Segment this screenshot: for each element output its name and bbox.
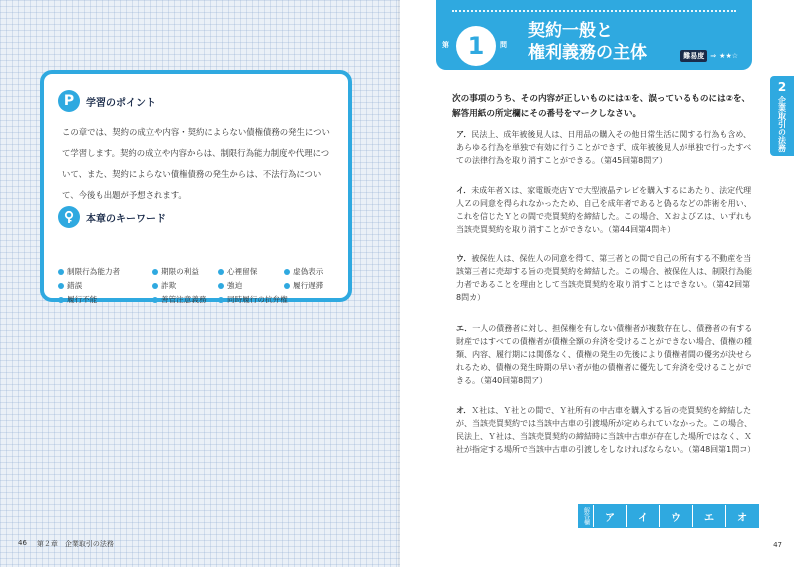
point-p-icon: P <box>58 90 80 112</box>
point-text: この章では、契約の成立や内容・契約によらない債権債務の発生について学習します。契約の成立や内容からは、制限行為能力制度や代理について、また、契約によらない債権債務の発生からは、不法行為について、今後も出題が予想されます。 <box>62 127 330 200</box>
answer-cell[interactable]: ウ <box>659 505 692 527</box>
option-label: エ． <box>456 324 473 333</box>
option-label: イ． <box>456 186 472 195</box>
bullet-icon <box>218 283 224 289</box>
question-text: 次の事項のうち、その内容が正しいものには①を、誤っているものには②を、解答用紙の所定欄にその番号をマークしなさい。 <box>452 94 751 119</box>
keyword-label: 同時履行の抗弁権 <box>227 295 288 304</box>
left-folio <box>18 539 114 549</box>
option-e <box>456 322 754 387</box>
answer-cell[interactable]: ア <box>593 505 626 527</box>
learning-point-box <box>40 70 352 302</box>
question-suffix: 問 <box>500 41 507 49</box>
keyword-label: 詐欺 <box>161 281 177 290</box>
keyword-label: 虚偽表示 <box>293 267 324 276</box>
keyword-label: 履行遅滞 <box>293 281 324 290</box>
answer-cell[interactable]: オ <box>725 505 758 527</box>
keyword-label: 心裡留保 <box>227 267 258 276</box>
keyword-label: 善管注意義務 <box>161 295 207 304</box>
option-u <box>456 252 754 304</box>
bullet-icon <box>152 297 158 303</box>
answer-label: 解答欄 <box>579 505 593 527</box>
keyword-item <box>152 294 218 305</box>
keyword-item <box>218 280 284 291</box>
option-text: Ｘ社は、Ｙ社との間で、Ｙ社所有の中古車を購入する旨の売買契約を締結したが、当該売買契約では当該中古車の引渡場所が定められていなかった。この場合、民法上、Ｙ社は、当該売買契約の締結時に当該中古車が存在した場所ではなく、Ｘ社が指定する場所で当該中古車の引渡しをしなければならない。（第48回第1問コ） <box>456 406 756 454</box>
keyword-label: 制限行為能力者 <box>67 267 121 276</box>
answer-grid <box>578 504 759 528</box>
bullet-icon <box>152 283 158 289</box>
right-page <box>400 0 800 567</box>
dotted-divider <box>452 10 736 12</box>
keyword-label: 履行不能 <box>67 295 98 304</box>
keyword-item <box>218 294 288 305</box>
keyword-label: 錯誤 <box>67 281 83 290</box>
option-text: 未成年者Ｘは、家電販売店Ｙで大型液晶テレビを購入するにあたり、法定代理人Ｚの同意を得られなかったため、自己を成年者であると偽るなどの詐術を用い、これを信じたＹとの間で売買契約を締結した。この場合、ＸおよびＺは、いずれも当該売買契約を取り消すことができない。（第44回第4問キ） <box>456 186 752 234</box>
keyword-item <box>58 294 152 305</box>
bullet-icon <box>218 297 224 303</box>
keyword-item <box>218 266 284 277</box>
difficulty-stars: ★★☆ <box>719 52 738 60</box>
key-icon <box>58 206 80 228</box>
bullet-icon <box>58 283 64 289</box>
title-line-1: 契約一般と <box>528 21 613 41</box>
option-label: オ． <box>456 406 472 415</box>
bullet-icon <box>218 269 224 275</box>
option-text: 一人の債務者に対し、担保権を有しない債権者が複数存在し、債務者の有する財産ではすべての債権者が債権全額の弁済を受けることができない場合、債権の種類、内容、履行期には関係なく、債権の発生の先後により債権者間の優劣が決せられるため、債権の発生時期の早い者が他の債権者に優先して弁済を受けることができる。（第40回第8問ア） <box>456 324 753 385</box>
chapter-folio: 第２章 企業取引の法務 <box>36 540 114 548</box>
option-o <box>456 404 754 456</box>
keyword-label: 強迫 <box>227 281 243 290</box>
page-number: 46 <box>18 539 27 547</box>
keyword-item <box>284 280 344 291</box>
keyword-item <box>152 280 218 291</box>
bullet-icon <box>58 297 64 303</box>
point-title: 学習のポイント <box>86 97 156 109</box>
option-a <box>456 128 754 167</box>
keyword-label: 期限の利益 <box>161 267 199 276</box>
keyword-item <box>284 266 344 277</box>
answer-cell[interactable]: エ <box>692 505 725 527</box>
bullet-icon <box>58 269 64 275</box>
difficulty <box>680 50 738 62</box>
option-label: ア． <box>456 130 472 139</box>
point-header <box>58 90 156 112</box>
option-label: ウ． <box>456 254 472 263</box>
title-line-2: 権利義務の主体 <box>528 43 647 63</box>
chapter-label: 企業取引の法務 <box>777 96 787 152</box>
bullet-icon <box>152 269 158 275</box>
chapter-side-tab <box>770 76 794 156</box>
bullet-icon <box>284 269 290 275</box>
keyword-item <box>58 280 152 291</box>
arrow-icon: ⇒ <box>710 52 717 60</box>
keyword-item <box>58 266 152 277</box>
question-number: 1 <box>456 26 496 66</box>
option-i <box>456 184 754 236</box>
option-text: 被保佐人は、保佐人の同意を得て、第三者との間で自己の所有する不動産を当該第三者に売却する旨の売買契約を締結した。この場合、被保佐人は、制限行為能力者であることを理由として当該売買契約を取り消すことはできない。（第42回第8問カ） <box>456 254 752 302</box>
option-text: 民法上、成年被後見人は、日用品の購入その他日常生活に関する行為も含め、あらゆる行為を単独で有効に行うことができず、成年被後見人が単独で行ったすべての法律行為を取り消すことができる。（第45回第8問ア） <box>456 130 752 165</box>
keyword-header <box>58 206 166 228</box>
answer-cell[interactable]: イ <box>626 505 659 527</box>
question-banner <box>436 0 752 70</box>
chapter-number: 2 <box>777 80 787 94</box>
bullet-icon <box>284 283 290 289</box>
right-page-number: 47 <box>773 541 782 549</box>
question-prefix: 第 <box>442 41 449 49</box>
keyword-item <box>152 266 218 277</box>
keyword-title: 本章のキーワード <box>86 213 166 225</box>
keyword-list <box>58 266 338 305</box>
difficulty-label: 難易度 <box>680 50 707 62</box>
